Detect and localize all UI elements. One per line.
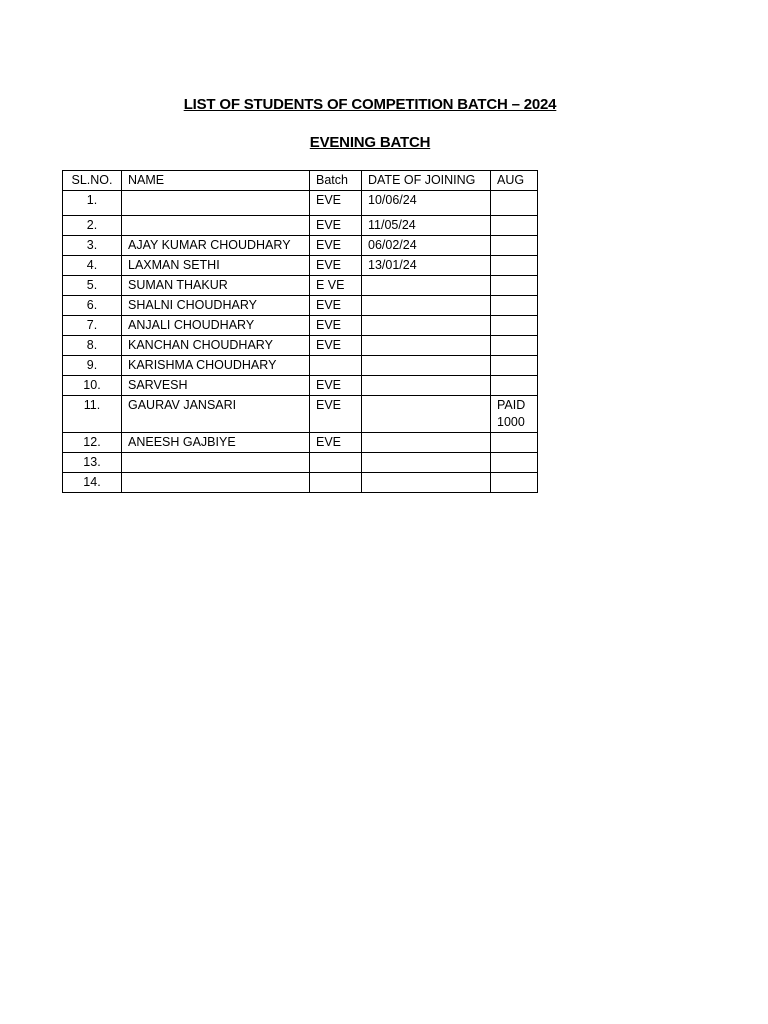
cell-name: SUMAN THAKUR	[122, 276, 310, 296]
cell-date-of-joining	[362, 376, 491, 396]
cell-sl-no: 9.	[63, 356, 122, 376]
cell-aug	[491, 433, 538, 453]
cell-sl-no: 11.	[63, 396, 122, 433]
cell-batch: EVE	[310, 396, 362, 433]
cell-batch: EVE	[310, 433, 362, 453]
table-row	[63, 396, 538, 433]
cell-aug	[491, 276, 538, 296]
cell-date-of-joining: 11/05/24	[362, 216, 491, 236]
cell-sl-no: 4.	[63, 256, 122, 276]
cell-date-of-joining: 13/01/24	[362, 256, 491, 276]
table-row	[63, 236, 538, 256]
cell-date-of-joining: 06/02/24	[362, 236, 491, 256]
cell-date-of-joining	[362, 336, 491, 356]
cell-date-of-joining	[362, 356, 491, 376]
table-row	[63, 453, 538, 473]
cell-batch: EVE	[310, 296, 362, 316]
cell-name: LAXMAN SETHI	[122, 256, 310, 276]
cell-aug	[491, 316, 538, 336]
cell-aug: PAID 1000	[491, 396, 538, 433]
cell-date-of-joining	[362, 396, 491, 433]
cell-batch	[310, 473, 362, 493]
cell-batch: EVE	[310, 191, 362, 216]
cell-aug	[491, 336, 538, 356]
cell-date-of-joining	[362, 433, 491, 453]
cell-aug	[491, 191, 538, 216]
table-row	[63, 216, 538, 236]
cell-aug	[491, 256, 538, 276]
table-row	[63, 356, 538, 376]
cell-sl-no: 5.	[63, 276, 122, 296]
table-row	[63, 191, 538, 216]
table-row	[63, 276, 538, 296]
cell-name: KARISHMA CHOUDHARY	[122, 356, 310, 376]
cell-batch: EVE	[310, 316, 362, 336]
cell-name: GAURAV JANSARI	[122, 396, 310, 433]
cell-aug	[491, 453, 538, 473]
cell-date-of-joining	[362, 276, 491, 296]
cell-batch: EVE	[310, 236, 362, 256]
cell-name: KANCHAN CHOUDHARY	[122, 336, 310, 356]
cell-sl-no: 2.	[63, 216, 122, 236]
header-sl-no: SL.NO.	[63, 171, 122, 191]
cell-aug	[491, 376, 538, 396]
cell-batch: EVE	[310, 256, 362, 276]
table-row	[63, 473, 538, 493]
cell-sl-no: 10.	[63, 376, 122, 396]
cell-date-of-joining	[362, 473, 491, 493]
table-header-row	[63, 171, 538, 191]
cell-date-of-joining	[362, 316, 491, 336]
cell-sl-no: 6.	[63, 296, 122, 316]
cell-name: AJAY KUMAR CHOUDHARY	[122, 236, 310, 256]
cell-batch: EVE	[310, 376, 362, 396]
cell-name: SARVESH	[122, 376, 310, 396]
cell-batch	[310, 356, 362, 376]
table-row	[63, 316, 538, 336]
cell-name: ANEESH GAJBIYE	[122, 433, 310, 453]
cell-batch: E VE	[310, 276, 362, 296]
cell-name	[122, 453, 310, 473]
cell-name	[122, 216, 310, 236]
table-row	[63, 296, 538, 316]
cell-aug	[491, 356, 538, 376]
cell-sl-no: 8.	[63, 336, 122, 356]
cell-name: ANJALI CHOUDHARY	[122, 316, 310, 336]
cell-sl-no: 12.	[63, 433, 122, 453]
cell-sl-no: 13.	[63, 453, 122, 473]
header-date-of-joining: DATE OF JOINING	[362, 171, 491, 191]
cell-aug	[491, 296, 538, 316]
page-title: LIST OF STUDENTS OF COMPETITION BATCH – 2024	[183, 96, 557, 113]
cell-name	[122, 473, 310, 493]
cell-sl-no: 14.	[63, 473, 122, 493]
cell-sl-no: 1.	[63, 191, 122, 216]
cell-sl-no: 3.	[63, 236, 122, 256]
header-name: NAME	[122, 171, 310, 191]
cell-sl-no: 7.	[63, 316, 122, 336]
header-batch: Batch	[310, 171, 362, 191]
cell-aug	[491, 216, 538, 236]
cell-aug	[491, 236, 538, 256]
cell-batch: EVE	[310, 336, 362, 356]
cell-date-of-joining: 10/06/24	[362, 191, 491, 216]
cell-aug	[491, 473, 538, 493]
cell-name: SHALNI CHOUDHARY	[122, 296, 310, 316]
page-subtitle: EVENING BATCH	[309, 134, 431, 151]
table-row	[63, 336, 538, 356]
table-row	[63, 376, 538, 396]
table-row	[63, 433, 538, 453]
cell-name	[122, 191, 310, 216]
header-aug: AUG	[491, 171, 538, 191]
student-table	[62, 170, 538, 493]
cell-date-of-joining	[362, 453, 491, 473]
table-row	[63, 256, 538, 276]
cell-batch	[310, 453, 362, 473]
cell-date-of-joining	[362, 296, 491, 316]
cell-batch: EVE	[310, 216, 362, 236]
